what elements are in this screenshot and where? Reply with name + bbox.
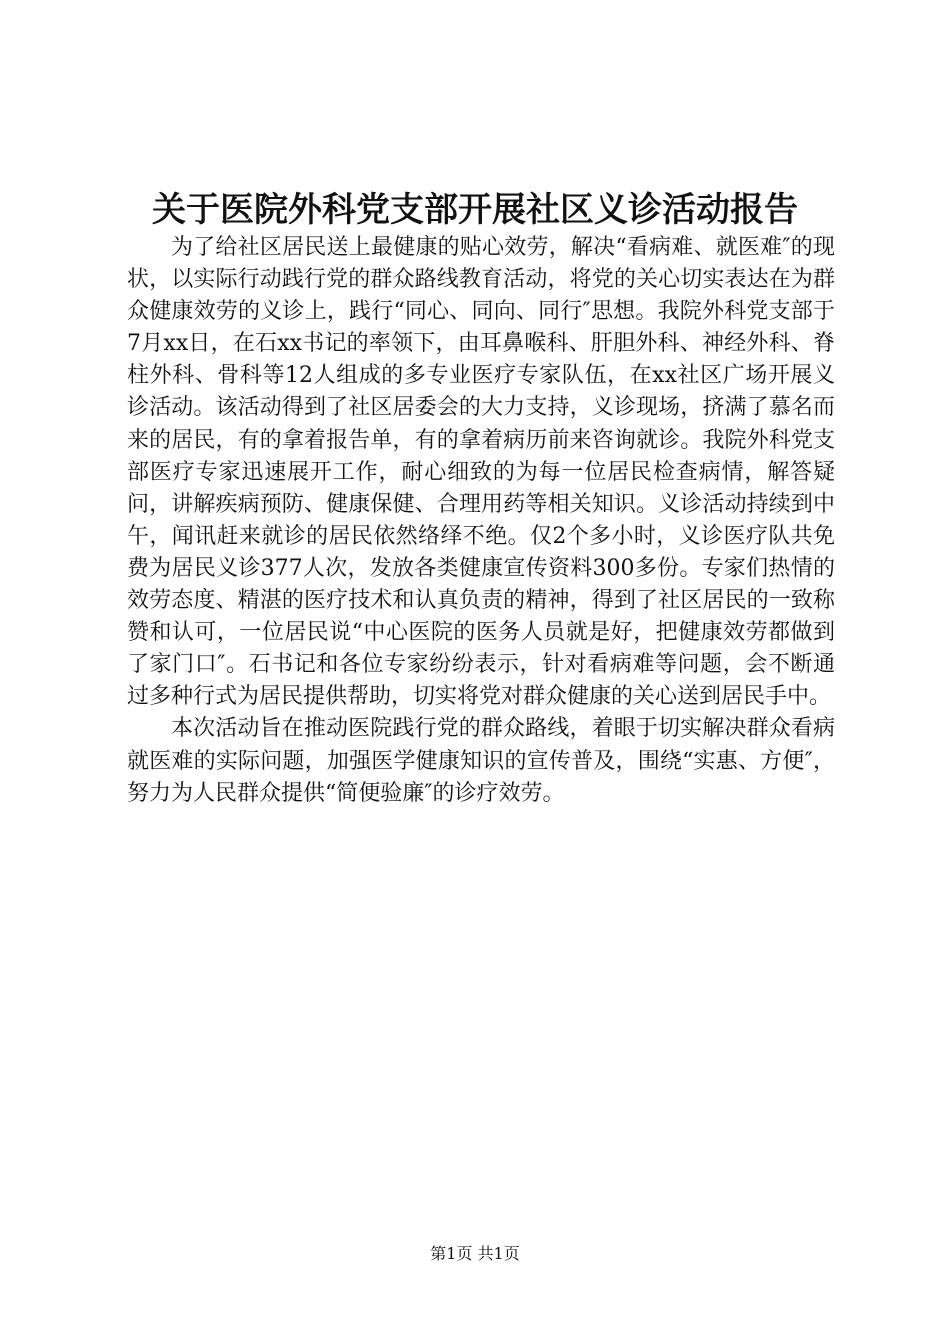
paragraph-1: 为了给社区居民送上最健康的贴心效劳，解决“看病难、就医难″的现状，以实际行动践行党的群众路线教育活动，将党的关心切实表达在为群众健康效劳的义诊上，践行“同心、同向、同行″思想。我院外科党支部于7月xx日，在石xx书记的率领下，由耳鼻喉科、肝胆外科、神经外科、脊柱外科、骨科等12人组成的多专业医疗专家队伍，在xx社区广场开展义诊活动。该活动得到了社区居委会的大力支持，义诊现场，挤满了慕名而来的居民，有的拿着报告单，有的拿着病历前来咨询就诊。我院外科党支部医疗专家迅速展开工作，耐心细致的为每一位居民检查病情，解答疑问，讲解疾病预防、健康保健、合理用药等相关知识。义诊活动持续到中午，闻讯赶来就诊的居民依然络绎不绝。仅2个多小时，义诊医疗队共免费为居民义诊377人次，发放各类健康宣传资料300多份。专家们热情的效劳态度、精湛的医疗技术和认真负责的精神，得到了社区居民的一致称赞和认可，一位居民说“中心医院的医务人员就是好，把健康效劳都做到了家门口″。石书记和各位专家纷纷表示，针对看病难等问题，会不断通过多种行式为居民提供帮助，切实将党对群众健康的关心送到居民手中。 (127, 235, 835, 710)
paragraph-2: 本次活动旨在推动医院践行党的群众路线，着眼于切实解决群众看病就医难的实际问题，加强医学健康知识的宣传普及，围绕“实惠、方便″，努力为人民群众提供“简便验廉″的诊疗效劳。 (127, 716, 835, 806)
document-title: 关于医院外科党支部开展社区义诊活动报告 (152, 190, 798, 230)
document-body (127, 232, 835, 810)
page-footer: 第1页 共1页 (430, 1244, 520, 1263)
